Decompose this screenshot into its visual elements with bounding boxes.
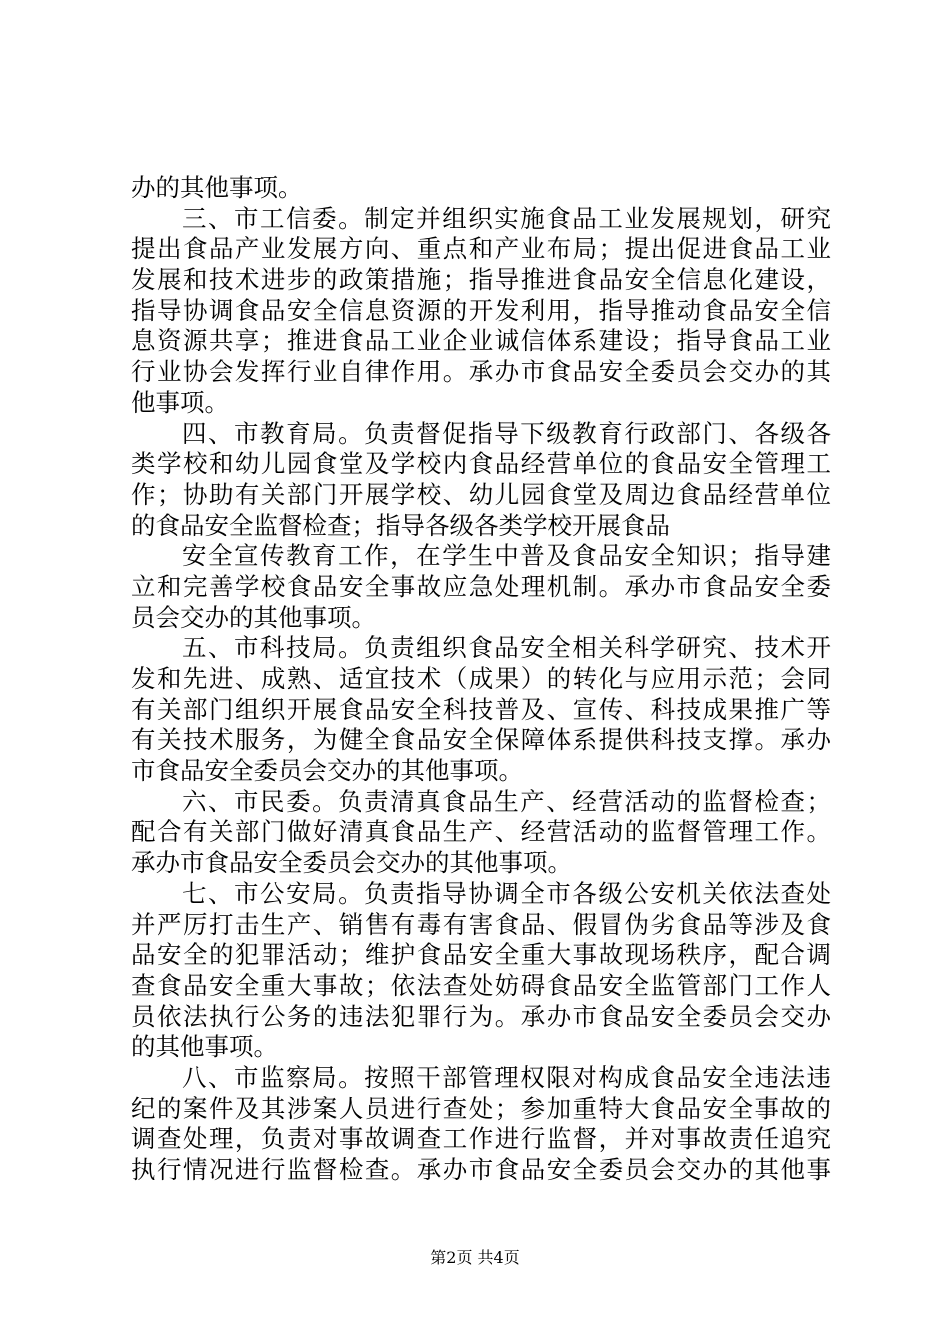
text-line: 员会交办的其他事项。 xyxy=(131,602,376,632)
text-line: 的食品安全监督检查；指导各级各类学校开展食品 xyxy=(131,510,670,540)
text-line: 调查处理，负责对事故调查工作进行监督，并对事故责任追究 xyxy=(131,1124,831,1154)
text-line: 类学校和幼儿园食堂及学校内食品经营单位的食品安全管理工 xyxy=(131,449,831,479)
text-line: 五、市科技局。负责组织食品安全相关科学研究、技术开 xyxy=(182,633,831,663)
text-line: 立和完善学校食品安全事故应急处理机制。承办市食品安全委 xyxy=(131,571,831,601)
text-line: 有关部门组织开展食品安全科技普及、宣传、科技成果推广等 xyxy=(131,694,831,724)
text-line: 四、市教育局。负责督促指导下级教育行政部门、各级各 xyxy=(182,418,831,448)
text-line: 七、市公安局。负责指导协调全市各级公安机关依法查处 xyxy=(182,878,831,908)
text-line: 办的其他事项。 xyxy=(131,173,303,202)
document-body xyxy=(131,173,831,1186)
text-line: 指导协调食品安全信息资源的开发利用，指导推动食品安全信 xyxy=(131,295,831,325)
text-line: 有关技术服务，为健全食品安全保障体系提供科技支撑。承办 xyxy=(131,725,831,755)
text-line: 市食品安全委员会交办的其他事项。 xyxy=(131,756,523,786)
text-line: 八、市监察局。按照干部管理权限对构成食品安全违法违 xyxy=(182,1062,831,1092)
text-line: 纪的案件及其涉案人员进行查处；参加重特大食品安全事故的 xyxy=(131,1093,831,1123)
text-line: 品安全的犯罪活动；维护食品安全重大事故现场秩序，配合调 xyxy=(131,940,831,970)
text-line: 三、市工信委。制定并组织实施食品工业发展规划，研究 xyxy=(182,203,831,233)
text-line: 作；协助有关部门开展学校、幼儿园食堂及周边食品经营单位 xyxy=(131,479,831,509)
text-line: 行业协会发挥行业自律作用。承办市食品安全委员会交办的其 xyxy=(131,357,831,387)
text-line: 查食品安全重大事故；依法查处妨碍食品安全监管部门工作人 xyxy=(131,970,831,1000)
text-line: 六、市民委。负责清真食品生产、经营活动的监督检查； xyxy=(182,786,831,816)
text-line: 息资源共享；推进食品工业企业诚信体系建设；指导食品工业 xyxy=(131,326,831,356)
text-line: 员依法执行公务的违法犯罪行为。承办市食品安全委员会交办 xyxy=(131,1001,831,1031)
text-line: 的其他事项。 xyxy=(131,1032,278,1062)
text-line: 执行情况进行监督检查。承办市食品安全委员会交办的其他事 xyxy=(131,1155,831,1184)
text-line: 发和先进、成熟、适宜技术（成果）的转化与应用示范；会同 xyxy=(131,664,831,693)
text-line: 提出食品产业发展方向、重点和产业布局；提出促进食品工业 xyxy=(131,234,831,264)
text-line: 并严厉打击生产、销售有毒有害食品、假冒伪劣食品等涉及食 xyxy=(131,909,831,939)
text-line: 他事项。 xyxy=(131,387,229,417)
text-line: 安全宣传教育工作，在学生中普及食品安全知识；指导建 xyxy=(182,541,831,571)
text-line: 承办市食品安全委员会交办的其他事项。 xyxy=(131,848,572,878)
page-number-footer: 第2页 共4页 xyxy=(430,1248,520,1267)
text-line: 配合有关部门做好清真食品生产、经营活动的监督管理工作。 xyxy=(131,817,831,847)
text-line: 发展和技术进步的政策措施；指导推进食品安全信息化建设， xyxy=(131,265,831,295)
